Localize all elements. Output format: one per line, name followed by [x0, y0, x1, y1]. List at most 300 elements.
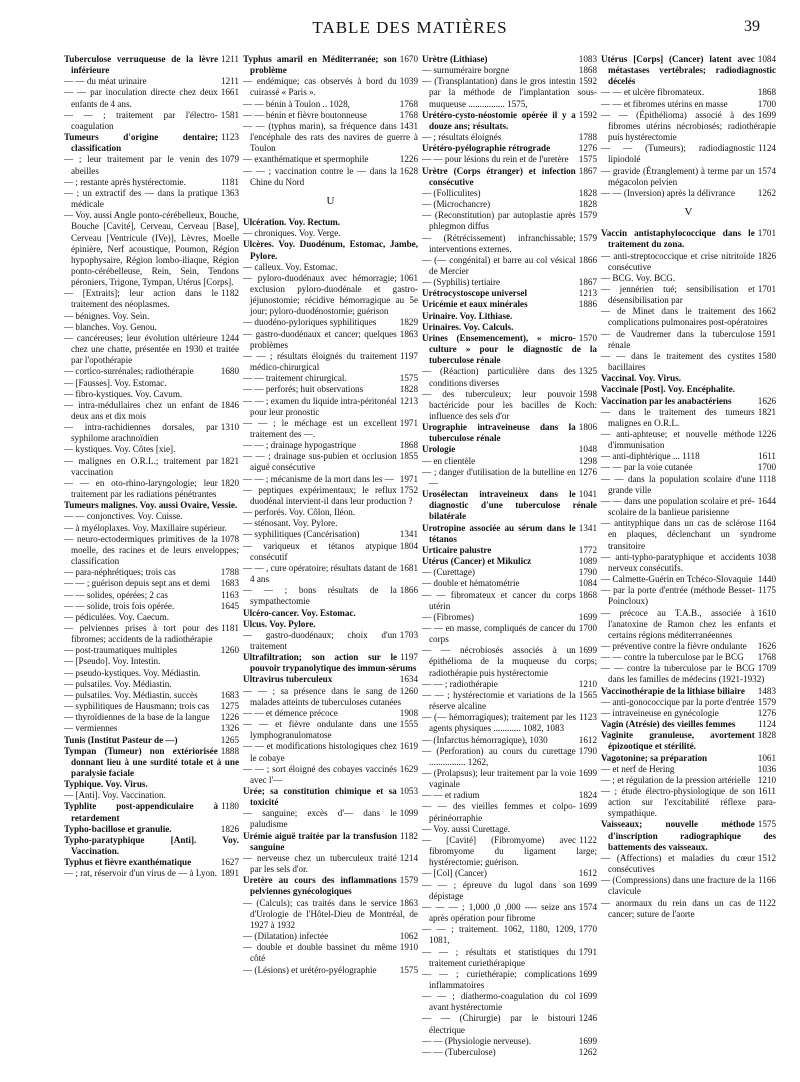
- index-entry: [64, 701, 239, 712]
- entry-text: — exanthématique et spermophile: [243, 154, 369, 165]
- index-entry: [64, 523, 239, 534]
- entry-text: — — ; épreuve du lugol dans son dépistage: [422, 879, 576, 901]
- entry-page-ref: 1868: [757, 87, 776, 98]
- index-entry: [64, 76, 239, 87]
- entry-page-ref: 1804: [399, 540, 418, 551]
- entry-text: — double et double bassinet du même côté: [243, 942, 397, 964]
- entry-text: — malignes en O.R.L.; traitement par vaccination: [64, 455, 218, 477]
- index-entry: [422, 969, 597, 991]
- entry-text: Vaccinal. Voy. Virus.: [601, 373, 682, 384]
- entry-text: — Calmette-Guérin en Tchéco-Slovaquie: [601, 574, 753, 585]
- entry-page-ref: 1598: [578, 388, 597, 399]
- entry-text: — bénignes. Voy. Sein.: [64, 310, 150, 321]
- entry-text: Urétrocystoscope universel: [422, 288, 527, 299]
- entry-page-ref: 1570: [578, 332, 597, 343]
- entry-text: Urinaire. Voy. Lithiase.: [422, 310, 513, 321]
- entry-page-ref: 1788: [578, 132, 597, 143]
- entry-text: Typhlite post-appendiculaire à retardement: [64, 801, 219, 823]
- entry-text: — anti-diphtérique ... 1118: [601, 451, 700, 462]
- entry-page-ref: 1699: [578, 801, 597, 812]
- index-entry: [422, 322, 597, 333]
- entry-text: — (Reconstitution) par autoplastie après phlegmon diffus: [422, 210, 576, 232]
- entry-page-ref: 1768: [399, 109, 418, 120]
- entry-text: Utérus (Cancer) et Mikulicz: [422, 556, 532, 567]
- entry-page-ref: 1868: [578, 65, 597, 76]
- index-entry: [243, 831, 418, 853]
- entry-text: — — en masse, compliqués de cancer du corps: [422, 622, 576, 645]
- entry-page-ref: 1565: [578, 689, 597, 700]
- entry-text: — gastro-duodénaux; choix d'un traitement: [243, 629, 397, 651]
- entry-text: — — dans une population scolaire et pré-scolaire de la banlieue parisienne: [601, 495, 755, 518]
- index-entry: [422, 612, 597, 623]
- entry-text: — — ; hystérectomie et variations de la réserve alcaline: [422, 689, 576, 712]
- entry-text: — — conjonctives. Voy. Cuisse.: [64, 511, 183, 522]
- entry-page-ref: 1041: [578, 489, 597, 500]
- entry-text: Typhique. Voy. Virus.: [64, 779, 148, 790]
- entry-text: — — et radium: [422, 790, 480, 801]
- entry-page-ref: 1611: [758, 786, 776, 796]
- index-entry: [422, 366, 597, 388]
- entry-text: — syphilitiques (Cancérisation): [243, 529, 360, 540]
- entry-text: — duodéno-pyloriques syphilitiques: [243, 317, 377, 328]
- index-entry: [243, 166, 418, 188]
- index-column-3: [422, 54, 597, 1070]
- entry-text: — par la porte d'entrée (méthode Besset-Poincloux): [601, 585, 756, 607]
- entry-page-ref: 1612: [578, 734, 597, 745]
- entry-page-ref: 1325: [578, 366, 597, 377]
- entry-text: Tunis (Institut Pasteur de —): [64, 734, 178, 745]
- entry-text: Uretère au cours des inflammations pelviennes gynécologiques: [243, 875, 397, 897]
- index-entry: [422, 54, 597, 65]
- index-entry: [64, 478, 239, 500]
- index-entry: [422, 1047, 597, 1058]
- entry-page-ref: 1061: [399, 272, 418, 283]
- entry-page-ref: 1866: [399, 585, 418, 596]
- entry-text: Vaccinale [Post]. Voy. Encéphalite.: [601, 384, 736, 395]
- index-entry: [601, 407, 776, 429]
- entry-page-ref: 1180: [221, 801, 239, 812]
- index-entry: [64, 735, 239, 746]
- index-entry: [601, 496, 776, 518]
- entry-text: — ; étude électro-physiologique de son action sur l'excitabilité réflexe para-sympathique.: [601, 786, 776, 819]
- index-entry: [422, 166, 597, 188]
- entry-page-ref: 1226: [399, 154, 418, 165]
- entry-page-ref: 1579: [578, 210, 597, 221]
- entry-text: — Voy. aussi Curettage.: [422, 823, 511, 834]
- entry-text: — (Syphilis) tertiaire: [422, 277, 501, 288]
- entry-page-ref: 1868: [399, 440, 418, 451]
- entry-page-ref: 1099: [399, 808, 418, 819]
- entry-page-ref: 1644: [757, 495, 776, 506]
- entry-text: — post-traumatiques multiples: [64, 645, 178, 656]
- index-entry: [422, 735, 597, 746]
- index-entry: [601, 786, 776, 819]
- index-entry: [422, 947, 597, 969]
- entry-page-ref: 1580: [757, 350, 776, 361]
- entry-page-ref: 1440: [757, 574, 776, 585]
- entry-text: Vaisseaux; nouvelle méthode d'inscription radiographique des battements des vaisseaux.: [601, 819, 776, 852]
- index-entry: [601, 518, 776, 551]
- index-entry: [422, 76, 597, 109]
- entry-text: — pulsatiles. Voy. Médiastin.: [64, 678, 172, 689]
- entry-page-ref: 1262: [578, 1046, 597, 1057]
- entry-text: — — par la voie cutanée: [601, 462, 693, 473]
- entry-text: — — (Tumeurs); radiodiagnostic lipiodolé: [601, 143, 756, 165]
- entry-text: — — , cure opératoire; résultats datant de 4 ans: [243, 562, 397, 585]
- entry-text: — (Compressions) dans une fracture de la clavicule: [601, 875, 756, 897]
- entry-page-ref: 1863: [399, 328, 418, 339]
- entry-text: Uricémie et eaux minérales: [422, 299, 528, 310]
- entry-text: — — ; résultats éloignés du traitement médico-chirurgical: [243, 350, 398, 373]
- entry-text: Urosélectan intraveineux dans le diagnostic d'une tuberculose rénale bilatérale: [422, 489, 597, 522]
- index-entry: [64, 322, 239, 333]
- index-entry: [64, 422, 239, 444]
- entry-page-ref: 1581: [220, 109, 239, 120]
- index-entry: [243, 239, 418, 261]
- entry-text: — en clientèle: [422, 455, 476, 466]
- index-entry: [64, 333, 239, 366]
- entry-text: — (Affections) et maladies du cœur consécutives: [601, 852, 755, 875]
- index-entry: [422, 902, 597, 924]
- entry-page-ref: 1181: [221, 176, 239, 187]
- entry-text: — (Lésions) et urétéro-pyélographie: [243, 964, 377, 975]
- entry-text: Tympan (Tumeur) non extériorisée donnant lieu à une surdité totale et à une paralysie faciale: [64, 745, 239, 778]
- index-entry: [422, 65, 597, 76]
- index-entry: [64, 668, 239, 679]
- index-entry: [601, 898, 776, 920]
- entry-page-ref: 1078: [220, 533, 239, 544]
- index-entry: [422, 567, 597, 578]
- entry-text: — ; restante après hystérectomie.: [64, 176, 186, 187]
- index-entry: [422, 523, 597, 545]
- index-entry: [601, 54, 776, 87]
- index-entry: [422, 690, 597, 712]
- entry-page-ref: 1824: [578, 790, 597, 801]
- entry-page-ref: 1971: [399, 473, 418, 484]
- entry-text: — — ; résultats et statistiques du traitement curiethérapique: [422, 946, 576, 968]
- index-entry: [64, 567, 239, 578]
- entry-page-ref: 1166: [758, 875, 776, 886]
- entry-page-ref: 1038: [757, 551, 776, 562]
- entry-text: — (Fibromes): [422, 611, 474, 622]
- entry-page-ref: 1118: [758, 473, 776, 484]
- entry-text: — — (typhus marin), sa fréquence dans l'encéphale des rats des navires de guerre à Toulon: [243, 120, 418, 154]
- index-entry: [422, 467, 597, 489]
- index-entry: [601, 585, 776, 607]
- index-entry: [64, 601, 239, 612]
- entry-text: — intra-médullaires chez un enfant de deux ans et dix mois: [64, 399, 218, 421]
- entry-page-ref: 1866: [578, 254, 597, 265]
- index-entry: [243, 485, 418, 507]
- index-entry: [601, 228, 776, 250]
- entry-text: — (— congénital) et barre au col vésical de Mercier: [422, 254, 576, 276]
- index-entry: [243, 518, 418, 529]
- entry-text: — pulsatiles. Voy. Médiastin. succès: [64, 689, 198, 700]
- entry-page-ref: 1888: [220, 745, 239, 756]
- entry-text: — ; résultats éloignés: [422, 132, 502, 143]
- entry-page-ref: 1124: [758, 143, 776, 154]
- entry-page-ref: 1276: [757, 707, 776, 718]
- entry-text: — dans le traitement des tumeurs malignes en O.R.L.: [601, 406, 755, 428]
- entry-text: — ; leur traitement par le venin des abeilles: [64, 154, 218, 176]
- index-entry: [64, 54, 239, 76]
- index-entry: [64, 400, 239, 422]
- index-entry: [243, 121, 418, 154]
- entry-text: Utérus [Corps] (Cancer) latent avec métastases vertébrales; radiodiagnostic décelés: [601, 54, 776, 87]
- entry-page-ref: 1163: [221, 589, 239, 600]
- entry-page-ref: 1788: [220, 567, 239, 578]
- entry-text: — vermiennes: [64, 723, 118, 734]
- index-entry: [64, 723, 239, 734]
- index-entry: [64, 578, 239, 589]
- index-entry: [601, 251, 776, 273]
- index-entry: [422, 679, 597, 690]
- entry-page-ref: 1363: [220, 187, 239, 198]
- index-entry: [601, 87, 776, 98]
- entry-text: — — traitement chirurgical.: [243, 373, 347, 384]
- entry-page-ref: 1226: [757, 429, 776, 439]
- entry-page-ref: 1626: [757, 640, 776, 651]
- index-entry: [422, 746, 597, 768]
- entry-page-ref: 1592: [578, 76, 597, 87]
- entry-text: — perforés. Voy. Côlon, Iléon.: [243, 507, 356, 518]
- index-entry: [243, 875, 418, 897]
- index-entry: [601, 719, 776, 730]
- entry-page-ref: 1868: [578, 589, 597, 600]
- entry-text: — — ; diathermo-coagulation du col avant hystérectomie: [422, 991, 576, 1013]
- entry-text: — (Infarctus hémorragique), 1030: [422, 734, 548, 745]
- index-entry: [422, 768, 597, 790]
- entry-page-ref: 1826: [757, 250, 776, 261]
- entry-text: Typhus amaril en Méditerranée; son problème: [243, 54, 397, 76]
- index-entry: [64, 210, 239, 288]
- entry-page-ref: 1699: [578, 991, 597, 1002]
- entry-page-ref: 1061: [757, 752, 776, 763]
- entry-text: — — ; sort éloigné des cobayes vaccinés avec l'—: [243, 763, 397, 785]
- entry-page-ref: 1265: [220, 734, 239, 745]
- entry-text: — — bénin à Toulon .. 1028,: [243, 98, 350, 109]
- entry-page-ref: 1341: [578, 522, 597, 533]
- entry-page-ref: 1846: [220, 399, 239, 410]
- index-entry: [601, 574, 776, 585]
- index-entry: [422, 824, 597, 835]
- entry-text: — (Curettage): [422, 567, 475, 578]
- entry-text: — (Microchancre): [422, 199, 491, 210]
- entry-text: — — bénin et fièvre boutonneuse: [243, 109, 367, 120]
- index-entry: [422, 110, 597, 132]
- entry-text: — kystiques. Voy. Côtes [xie].: [64, 444, 176, 455]
- entry-page-ref: 1612: [578, 868, 597, 879]
- entry-text: — jennérien tué; sensibilisation et désensibilisation par: [601, 283, 755, 306]
- entry-page-ref: 1083: [578, 54, 597, 64]
- entry-text: — (Prolapsus); leur traitement par la voie vaginale: [422, 768, 576, 790]
- index-entry: [422, 578, 597, 589]
- index-entry: [422, 132, 597, 143]
- index-entry: [601, 188, 776, 199]
- index-entry: [64, 500, 239, 511]
- entry-text: — pseudo-kystiques. Voy. Médiastin.: [64, 667, 201, 678]
- entry-text: Urètre (Corps étranger) et infection consécutive: [422, 165, 576, 187]
- index-entry: [243, 608, 418, 619]
- entry-page-ref: 1611: [758, 451, 776, 462]
- entry-page-ref: 1579: [399, 875, 418, 886]
- index-entry: [64, 612, 239, 623]
- section-letter-heading: U: [326, 194, 335, 207]
- index-entry: [243, 154, 418, 165]
- index-entry: [243, 54, 418, 76]
- entry-text: — — (Épithélioma) associé à des fibromes utérins nécrobiosés; radiothérapie puis hystérectomie: [601, 109, 776, 143]
- entry-page-ref: 1591: [757, 328, 776, 339]
- entry-text: — gastro-duodénaux et cancer; quelques problèmes: [243, 328, 397, 350]
- index-entry: [64, 790, 239, 801]
- entry-page-ref: 1197: [400, 350, 418, 361]
- index-entry: [601, 306, 776, 328]
- entry-text: — [Fausses]. Voy. Estomac.: [64, 377, 167, 388]
- entry-text: Urines (Ensemencement), « micro-culture » pour le diagnostic de la tuberculose rénale: [422, 332, 597, 366]
- index-entry: [422, 991, 597, 1013]
- entry-page-ref: 1629: [399, 763, 418, 774]
- section-letter-heading: V: [684, 206, 693, 219]
- index-entry: [601, 284, 776, 306]
- entry-page-ref: 1610: [757, 607, 776, 618]
- entry-page-ref: 1886: [578, 299, 597, 310]
- index-entry: [64, 534, 239, 567]
- entry-text: Urémie aiguë traitée par la transfusion sanguine: [243, 830, 398, 852]
- entry-text: — blanches. Voy. Genou.: [64, 321, 157, 332]
- index-entry: [601, 663, 776, 685]
- entry-page-ref: 1260: [399, 685, 418, 696]
- index-entry: [64, 835, 239, 857]
- index-entry: [422, 590, 597, 612]
- entry-text: — ; rat, réservoir d'un virus de — à Lyon.: [64, 868, 217, 879]
- entry-text: — anti-typho-paratyphique et accidents nerveux consécutifs.: [601, 551, 755, 573]
- entry-page-ref: 1575: [399, 373, 418, 384]
- page-header: [60, 18, 760, 48]
- entry-text: Ultrafiltration; son action sur le pouvoir trypanolytique des immun-sérums: [243, 652, 417, 674]
- entry-text: — [Extraits]; leur action dans le traitement des néoplasmes.: [64, 288, 219, 310]
- entry-text: Vaginite granuleuse, avortement épizootique et stérilité.: [601, 730, 755, 752]
- index-entry: [243, 99, 418, 110]
- index-entry: [64, 511, 239, 522]
- entry-text: — (Transplantation) dans le gros intestin par la méthode de l'implantation sous-muqueuse ................ 1575,: [422, 76, 597, 109]
- index-entry: [422, 422, 597, 444]
- entry-text: Ulcus. Voy. Pylore.: [243, 618, 316, 629]
- entry-text: — (Dilatation) infectée: [243, 931, 329, 942]
- entry-page-ref: 1820: [220, 477, 239, 488]
- index-entry: [601, 329, 776, 351]
- entry-text: — — (Physiologie nerveuse).: [422, 1035, 531, 1046]
- entry-text: — nerveuse chez un tuberculeux traité par les sels d'or.: [243, 852, 397, 875]
- entry-text: Tumeurs malignes. Voy. aussi Ovaire, Vessie.: [64, 500, 238, 511]
- index-entry: [64, 444, 239, 455]
- entry-text: Vaccinothérapie de la lithiase biliaire: [601, 685, 745, 696]
- entry-page-ref: 1213: [578, 288, 597, 299]
- index-entry: [422, 188, 597, 199]
- entry-page-ref: 1709: [757, 663, 776, 674]
- index-entry: [64, 188, 239, 210]
- entry-page-ref: 1700: [757, 98, 776, 109]
- index-entry: [601, 166, 776, 188]
- entry-page-ref: 1634: [399, 674, 418, 685]
- index-entry: [601, 641, 776, 652]
- index-entry: [64, 288, 239, 310]
- index-entry: [243, 541, 418, 563]
- index-entry: [64, 366, 239, 377]
- index-entry: [64, 110, 239, 132]
- entry-page-ref: 1036: [757, 763, 776, 774]
- entry-text: — pédiculées. Voy. Caecum.: [64, 611, 169, 622]
- index-entry: [601, 875, 776, 897]
- entry-page-ref: 1908: [399, 707, 418, 718]
- index-entry: [243, 674, 418, 685]
- entry-page-ref: 1226: [220, 712, 239, 723]
- index-entry: [601, 373, 776, 384]
- entry-text: — (Folliculites): [422, 187, 481, 198]
- entry-text: — — (Inversion) après la délivrance: [601, 187, 736, 198]
- entry-text: — — et ulcère fibromateux.: [601, 87, 705, 98]
- index-entry: [601, 110, 776, 143]
- index-column-2: [243, 54, 418, 1070]
- entry-page-ref: 1575: [578, 154, 597, 165]
- entry-page-ref: 1680: [220, 366, 239, 377]
- entry-text: — — du méat urinaire: [64, 76, 147, 87]
- entry-text: — anti-gonococcique par la porte d'entrée: [601, 696, 755, 707]
- index-entry: [601, 451, 776, 462]
- index-entry: [601, 384, 776, 395]
- index-entry: [64, 690, 239, 701]
- index-entry: [243, 329, 418, 351]
- entry-text: — précoce au T.A.B., associée à l'anatoxine de Ramon chez les enfants et certains régions méditerranéennes: [601, 607, 776, 640]
- entry-text: Urticaire palustre: [422, 544, 492, 555]
- index-entry: [64, 868, 239, 879]
- index-entry: [601, 429, 776, 451]
- index-entry: [243, 808, 418, 830]
- entry-text: Tumeurs d'origine dentaire; classification: [64, 132, 219, 154]
- entry-page-ref: 1483: [757, 685, 776, 696]
- index-entry: [243, 110, 418, 121]
- entry-page-ref: 1062: [399, 931, 418, 942]
- entry-text: — sanguine; excès d'— dans le paludisme: [243, 808, 397, 830]
- entry-text: Typhus et fièvre exanthématique: [64, 857, 192, 868]
- entry-text: — — par inoculation directe chez deux enfants de 4 ans.: [64, 87, 218, 109]
- index-entry: [243, 396, 418, 418]
- entry-text: — — ; drainage sus-pubien et occlusion aiguë consécutive: [243, 451, 397, 473]
- entry-text: — — perforés; huit observations: [243, 384, 364, 395]
- index-entry: [601, 273, 776, 284]
- entry-page-ref: 1628: [399, 165, 418, 176]
- index-entry: [64, 679, 239, 690]
- entry-page-ref: 1298: [578, 455, 597, 466]
- index-entry: [243, 351, 418, 373]
- index-entry: [243, 317, 418, 328]
- entry-text: — — dans le traitement des cystites bacillaires: [601, 350, 755, 373]
- entry-page-ref: 1821: [757, 406, 776, 417]
- entry-page-ref: 1681: [399, 562, 418, 573]
- entry-text: — anormaux du rein dans un cas de cancer; suture de l'aorte: [601, 897, 756, 919]
- index-entry: [64, 456, 239, 478]
- entry-page-ref: 1039: [399, 76, 418, 87]
- entry-page-ref: 1683: [220, 578, 239, 589]
- entry-text: — [Pseudo]. Voy. Intestin.: [64, 656, 161, 667]
- index-entry: [601, 462, 776, 473]
- entry-text: Typho-paratyphique [Anti]. Voy. Vaccination.: [64, 834, 239, 857]
- entry-page-ref: 1326: [220, 723, 239, 734]
- entry-page-ref: 1079: [220, 154, 239, 165]
- entry-text: — intraveineuse en gynécologie: [601, 707, 719, 718]
- entry-text: — — ; drainage hypogastrique: [243, 440, 357, 451]
- entry-page-ref: 1699: [757, 109, 776, 120]
- index-entry: [243, 384, 418, 395]
